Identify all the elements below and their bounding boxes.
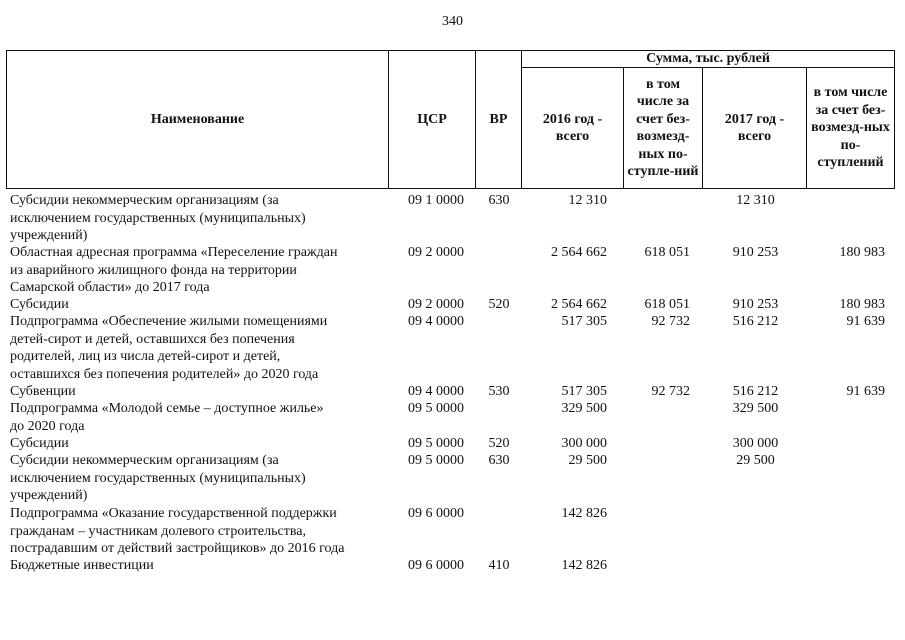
- row-csr: 09 1 0000: [408, 193, 464, 208]
- header-name: Наименование: [150, 111, 245, 127]
- row-2016-total: 517 305: [561, 314, 607, 329]
- row-name: Субсидии некоммерческим организациям (за исключением государственных (муниципальных) учреждений): [10, 193, 306, 243]
- row-name: Субсидии: [10, 297, 69, 312]
- row-csr: 09 5 0000: [408, 401, 464, 416]
- row-2016-total: 517 305: [561, 384, 607, 399]
- row-vr: 410: [488, 558, 510, 573]
- row-2016-total: 12 310: [568, 193, 607, 208]
- table-header: [6, 50, 895, 188]
- row-2017-total: 516 212: [732, 384, 779, 399]
- row-2016-total: 29 500: [568, 453, 607, 468]
- header-2017-free: в том числе за счет без-возмезд-ных по-ступлений: [811, 85, 890, 171]
- header-csr: ЦСР: [417, 111, 447, 127]
- row-name: Подпрограмма «Обеспечение жилыми помещениями детей-сирот и детей, оставшихся без попечения родителей, лиц из числа детей-сирот и детей, оставшихся без попечения родителей» до 2020 года: [10, 314, 328, 382]
- row-2017-free: 180 983: [839, 297, 885, 312]
- row-csr: 09 5 0000: [408, 436, 464, 451]
- row-csr: 09 2 0000: [408, 245, 464, 260]
- row-csr: 09 4 0000: [408, 384, 464, 399]
- header-vr: ВР: [489, 111, 508, 127]
- row-2017-total: 29 500: [736, 453, 775, 468]
- row-name: Субсидии: [10, 436, 69, 451]
- page-number: 340: [442, 14, 463, 29]
- row-2017-total: 12 310: [736, 193, 775, 208]
- row-2016-free: 618 051: [644, 245, 690, 260]
- row-name: Субвенции: [10, 384, 76, 399]
- header-2017-total: 2017 год - всего: [724, 111, 785, 144]
- row-2016-total: 2 564 662: [551, 297, 607, 312]
- row-vr: 520: [488, 297, 510, 312]
- row-2016-total: 142 826: [561, 506, 607, 521]
- row-2017-free: 91 639: [846, 384, 885, 399]
- row-vr: 530: [488, 384, 510, 399]
- row-2016-free: 92 732: [651, 384, 690, 399]
- header-2016-free: в том числе за счет без-возмезд-ных по-ступле-ний: [627, 76, 699, 179]
- row-name: Подпрограмма «Молодой семье – доступное жилье» до 2020 года: [10, 401, 324, 434]
- row-vr: 520: [488, 436, 510, 451]
- row-2017-free: 91 639: [846, 314, 885, 329]
- header-2016-total: 2016 год - всего: [542, 111, 603, 144]
- row-2016-total: 300 000: [561, 436, 607, 451]
- header-bottom-border: [6, 188, 895, 189]
- row-2017-total: 910 253: [732, 297, 779, 312]
- row-csr: 09 6 0000: [408, 558, 464, 573]
- row-name: Субсидии некоммерческим организациям (за исключением государственных (муниципальных) учреждений): [10, 453, 306, 503]
- row-2017-total: 300 000: [732, 436, 779, 451]
- row-2017-total: 910 253: [732, 245, 779, 260]
- header-sum: Сумма, тыс. рублей: [646, 51, 770, 67]
- row-2016-free: 92 732: [651, 314, 690, 329]
- row-2017-total: 329 500: [732, 401, 779, 416]
- row-vr: 630: [488, 453, 510, 468]
- row-csr: 09 6 0000: [408, 506, 464, 521]
- row-2016-total: 329 500: [561, 401, 607, 416]
- header-right-border: [894, 50, 895, 188]
- row-name: Бюджетные инвестиции: [10, 558, 154, 573]
- row-csr: 09 5 0000: [408, 453, 464, 468]
- row-csr: 09 2 0000: [408, 297, 464, 312]
- row-2016-total: 142 826: [561, 558, 607, 573]
- row-2016-free: 618 051: [644, 297, 690, 312]
- row-csr: 09 4 0000: [408, 314, 464, 329]
- row-2016-total: 2 564 662: [551, 245, 607, 260]
- row-2017-total: 516 212: [732, 314, 779, 329]
- row-name: Областная адресная программа «Переселение граждан из аварийного жилищного фонда на территории Самарской области» до 2017 года: [10, 245, 338, 295]
- row-name: Подпрограмма «Оказание государственной поддержки гражданам – участникам долевого строительства, пострадавшим от действий застройщиков» до 2016 года: [10, 506, 345, 556]
- row-vr: 630: [488, 193, 510, 208]
- row-2017-free: 180 983: [839, 245, 885, 260]
